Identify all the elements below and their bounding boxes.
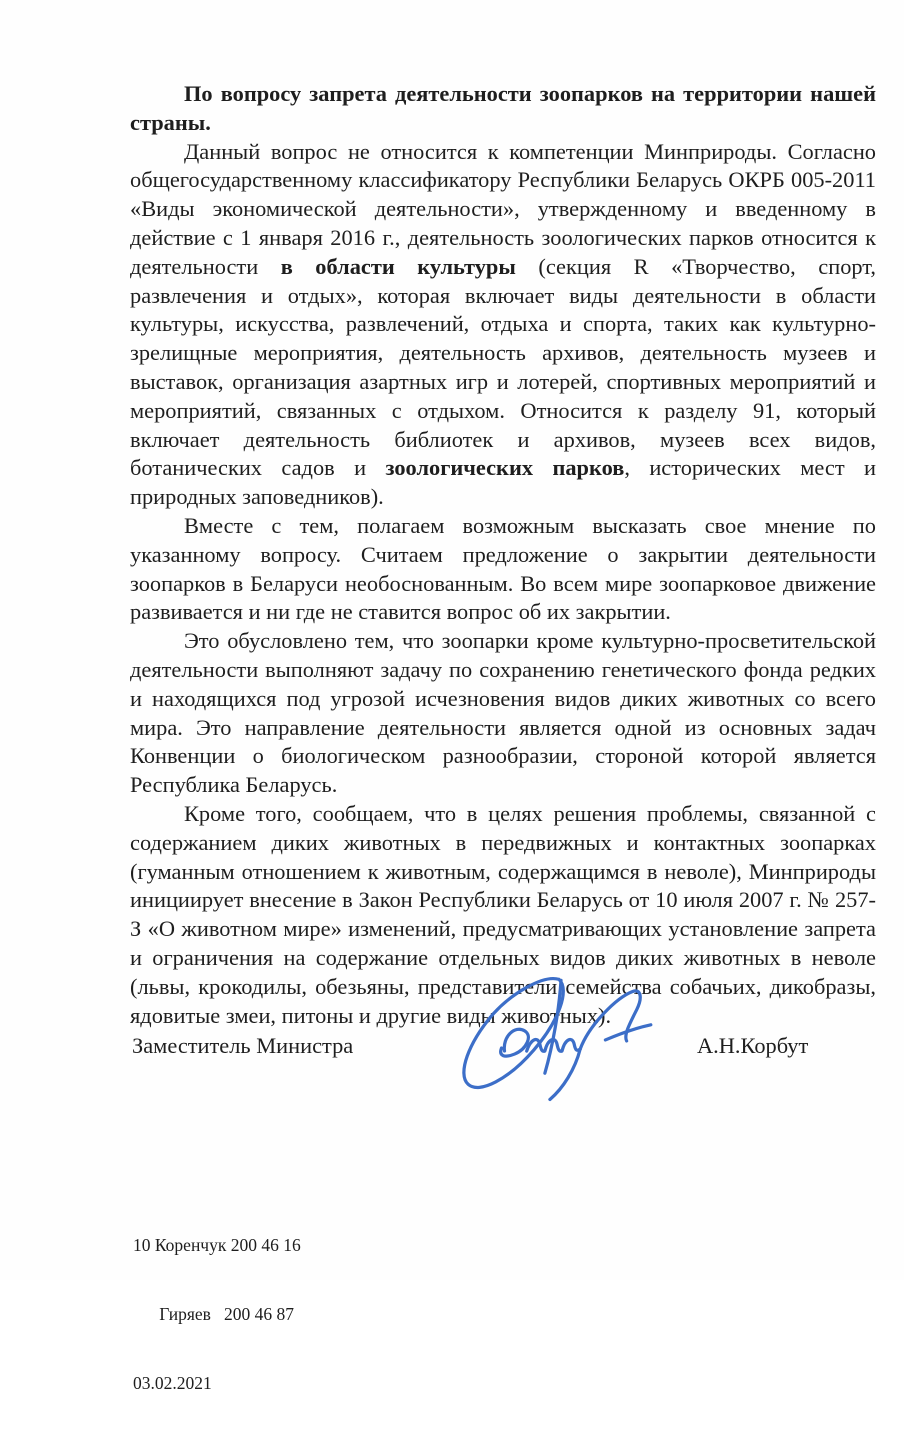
footer-references xyxy=(133,1188,301,1441)
signature-loop-stroke xyxy=(464,979,563,1088)
signoff-name: А.Н.Корбут xyxy=(697,1033,809,1058)
signature-letter-loop-stroke xyxy=(501,1029,529,1056)
body-paragraph-1 xyxy=(130,138,876,512)
text-run-bold: зоологических парков xyxy=(385,455,625,481)
handwritten-signature-ink xyxy=(448,976,670,1118)
text-run: Кроме того, сообщаем, что в целях решения проблемы, связанной с содержанием диких животных в передвижных и контактных зоопарках (гуманным отношением к животным, содержащимся в неволе), Минприроды инициирует внесение в Закон Республики Беларусь от 10 июля 2007 г. № 257-З «О животном мире» изменений, предусматривающих установление запрета и ограничения на содержание отдельных видов диких животных в неволе (львы, крокодилы, обезьяны, представители семейства собачьих, дикобразы, ядовитые змеи, питоны и другие виды животных). xyxy=(130,800,876,1028)
text-run: , исторических мест и природных заповедников). xyxy=(130,455,877,510)
letter-body xyxy=(130,80,876,1030)
text-run: Вместе с тем, полагаем возможным высказать свое мнение по указанному вопросу. Считаем предложение о закрытии деятельности зоопарков в Беларуси необоснованным. Во всем мире зоопарковое движение развивается и ни где не ставится вопрос об их закрытии. xyxy=(130,512,876,625)
footer-date: 03.02.2021 xyxy=(133,1373,212,1393)
footer-reference-line-2: Гиряев 200 46 87 xyxy=(133,1304,295,1324)
text-run: Это обусловлено тем, что зоопарки кроме культурно-просветительской деятельности выполняют задачу по сохранению генетического фонда редких и находящихся под угрозой исчезновения видов диких животных со всего мира. Это направление деятельности является одной из основных задач Конвенции о биологическом разнообразии, стороной которой является Республика Беларусь. xyxy=(130,628,876,798)
signature-flourish-stroke xyxy=(580,991,640,1049)
body-paragraph-3 xyxy=(130,627,876,800)
text-run: Данный вопрос не относится к компетенции Минприроды. Согласно общегосударственному классификатору Республики Беларусь ОКРБ 005-2011 «Виды экономической деятельности», утвержденному и введенному в действие с 1 января 2016 г., деятельность зоологических парков относится к деятельности xyxy=(130,138,876,279)
text-run-bold: в области культуры xyxy=(280,253,516,279)
body-paragraph-2 xyxy=(130,512,876,627)
footer-reference-line-1: 10 Коренчук 200 46 16 xyxy=(133,1235,301,1255)
text-run: (секция R «Творчество, спорт, развлечения и отдых», которая включает виды деятельности в области культуры, искусства, развлечений, отдыха и спорта, таких как культурно-зрелищные мероприятия, деятельность архивов, деятельность музеев и выставок, организация азартных игр и лотерей, спортивных мероприятий и мероприятий, связанных с отдыхом. Относится к разделу 91, который включает деятельность библиотек и архивов, музеев всех видов, ботанических садов и xyxy=(130,253,876,481)
signoff-position-title: Заместитель Министра xyxy=(132,1033,354,1058)
signature-vertical-stroke xyxy=(545,980,561,1073)
signature-descender-stroke xyxy=(550,1049,580,1099)
subject-heading: По вопросу запрета деятельности зоопарков на территории нашей страны. xyxy=(130,81,876,135)
